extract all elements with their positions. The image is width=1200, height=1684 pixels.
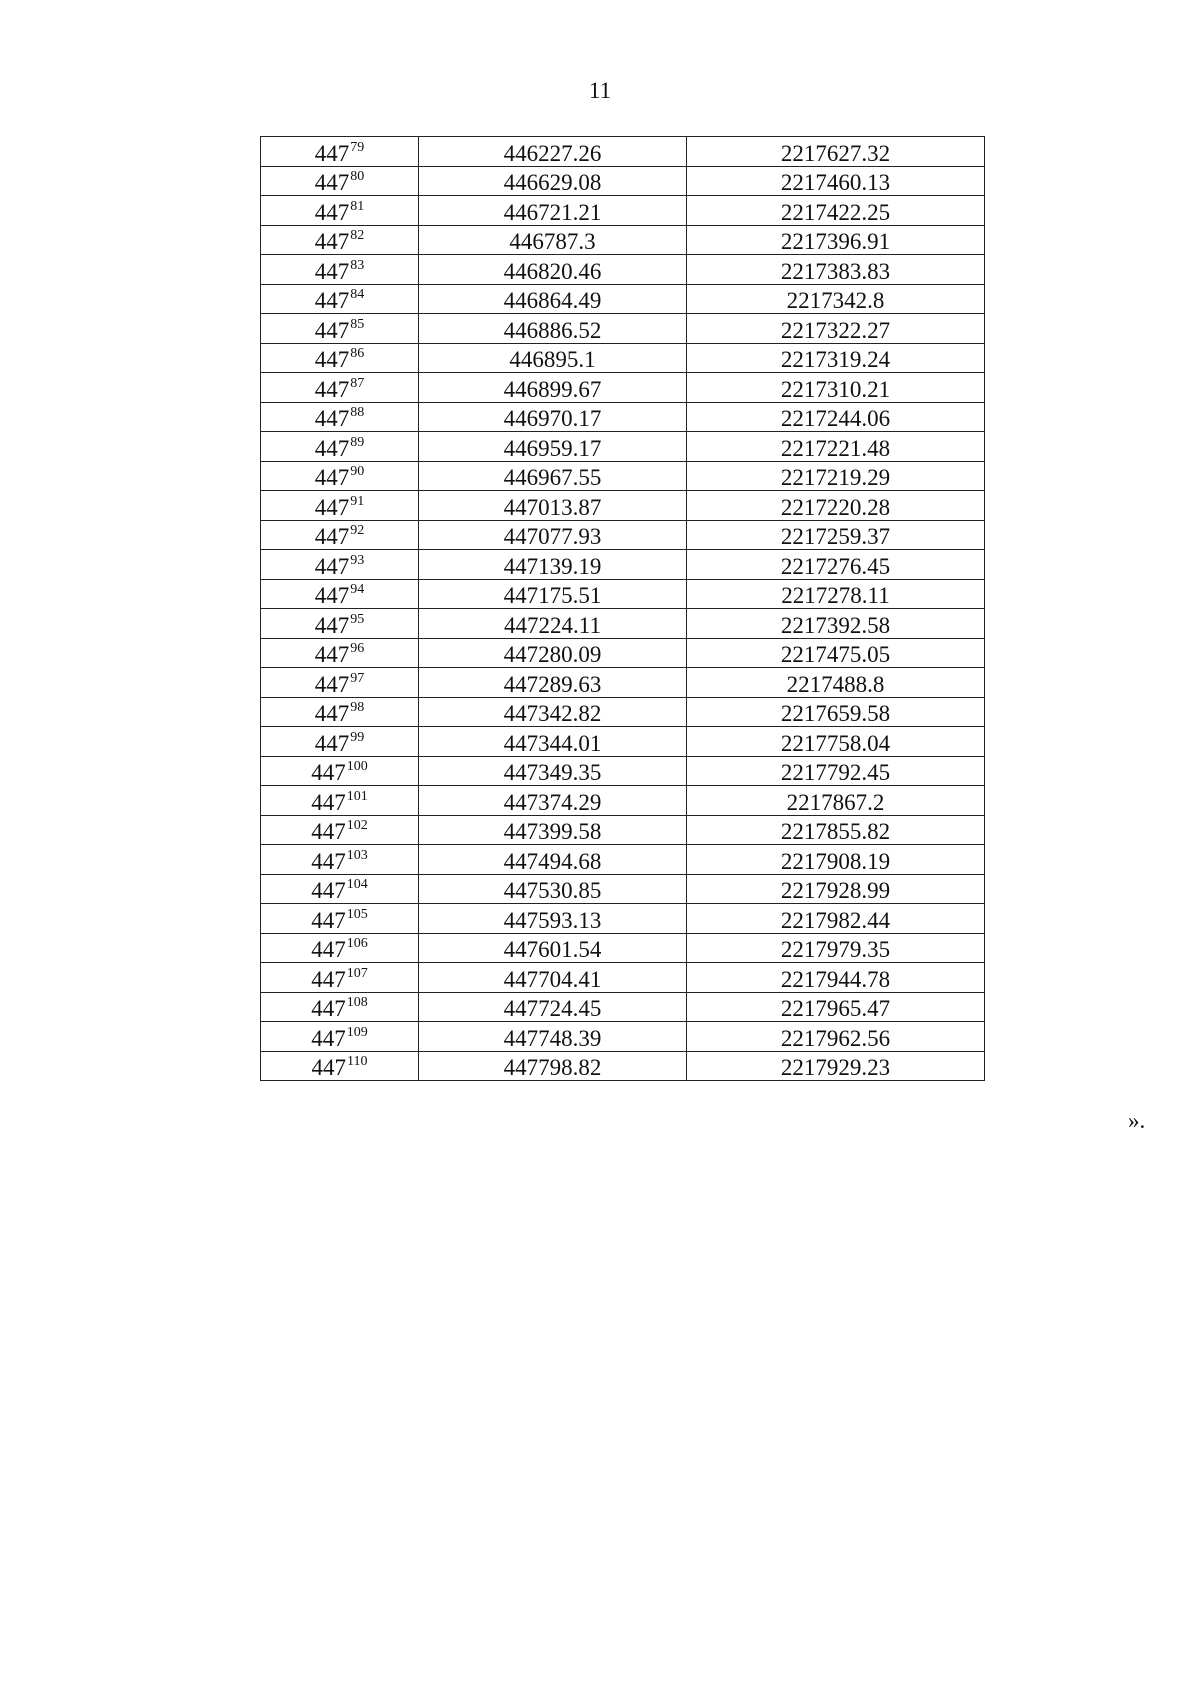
point-number-superscript: 103 [346, 847, 368, 863]
table-row [261, 373, 985, 403]
point-number-cell [261, 697, 419, 727]
table-row [261, 225, 985, 255]
table-row [261, 1022, 985, 1052]
point-number-superscript: 105 [346, 906, 368, 922]
point-number-base: 447 [311, 937, 346, 962]
point-number-cell [261, 786, 419, 816]
point-number-superscript: 95 [350, 611, 365, 627]
point-number-cell [261, 904, 419, 934]
point-number-superscript: 109 [346, 1024, 368, 1040]
table-row [261, 137, 985, 167]
table-row [261, 756, 985, 786]
table-row [261, 786, 985, 816]
x-coordinate-cell: 447748.39 [419, 1022, 687, 1052]
point-number-base: 447 [314, 671, 350, 697]
point-number-cell [261, 668, 419, 698]
point-number-cell [261, 963, 419, 993]
y-coordinate-cell: 2217659.58 [687, 697, 985, 727]
y-coordinate-cell: 2217276.45 [687, 550, 985, 580]
x-coordinate-cell: 447530.85 [419, 874, 687, 904]
table-row [261, 815, 985, 845]
x-coordinate-cell: 446895.1 [419, 343, 687, 373]
point-number-base: 447 [314, 170, 350, 195]
x-coordinate-cell: 447601.54 [419, 933, 687, 963]
table-row [261, 1051, 985, 1081]
point-number-base: 447 [314, 199, 350, 225]
x-coordinate-cell: 447077.93 [419, 520, 687, 550]
point-number-superscript: 97 [350, 670, 365, 686]
point-number-cell [261, 638, 419, 668]
point-number-base: 447 [314, 288, 350, 313]
point-number-superscript: 91 [350, 493, 365, 509]
table-row [261, 697, 985, 727]
point-number-superscript: 101 [346, 788, 368, 804]
table-row [261, 963, 985, 993]
point-number-base: 447 [314, 612, 350, 638]
point-number-cell [261, 933, 419, 963]
y-coordinate-cell: 2217460.13 [687, 166, 985, 196]
y-coordinate-cell: 2217278.11 [687, 579, 985, 609]
table-row [261, 579, 985, 609]
point-number-cell [261, 609, 419, 639]
point-number-base: 447 [314, 347, 350, 372]
point-number-cell [261, 137, 419, 167]
x-coordinate-cell: 447374.29 [419, 786, 687, 816]
point-number-cell [261, 284, 419, 314]
point-number-base: 447 [311, 996, 346, 1021]
x-coordinate-cell: 447280.09 [419, 638, 687, 668]
table-row [261, 874, 985, 904]
y-coordinate-cell: 2217758.04 [687, 727, 985, 757]
point-number-base: 447 [314, 701, 350, 726]
table-row [261, 402, 985, 432]
y-coordinate-cell: 2217396.91 [687, 225, 985, 255]
y-coordinate-cell: 2217422.25 [687, 196, 985, 226]
x-coordinate-cell: 447013.87 [419, 491, 687, 521]
x-coordinate-cell: 446886.52 [419, 314, 687, 344]
x-coordinate-cell: 447289.63 [419, 668, 687, 698]
point-number-superscript: 85 [350, 316, 365, 332]
point-number-base: 447 [314, 583, 350, 608]
point-number-cell [261, 196, 419, 226]
point-number-base: 447 [311, 878, 346, 903]
point-number-superscript: 87 [350, 375, 365, 391]
x-coordinate-cell: 447798.82 [419, 1051, 687, 1081]
y-coordinate-cell: 2217319.24 [687, 343, 985, 373]
point-number-superscript: 81 [350, 198, 365, 214]
table-row [261, 845, 985, 875]
point-number-superscript: 98 [350, 700, 365, 715]
x-coordinate-cell: 447224.11 [419, 609, 687, 639]
table-row [261, 343, 985, 373]
point-number-base: 447 [311, 789, 346, 815]
point-number-cell [261, 166, 419, 196]
point-number-superscript: 82 [350, 228, 365, 243]
x-coordinate-cell: 447399.58 [419, 815, 687, 845]
x-coordinate-cell: 446864.49 [419, 284, 687, 314]
table-row [261, 727, 985, 757]
table-row [261, 461, 985, 491]
table-row [261, 284, 985, 314]
y-coordinate-cell: 2217627.32 [687, 137, 985, 167]
y-coordinate-cell: 2217221.48 [687, 432, 985, 462]
y-coordinate-cell: 2217928.99 [687, 874, 985, 904]
point-number-superscript: 108 [346, 995, 368, 1010]
page-number: 11 [588, 78, 612, 103]
y-coordinate-cell: 2217792.45 [687, 756, 985, 786]
x-coordinate-cell: 447704.41 [419, 963, 687, 993]
point-number-superscript: 79 [350, 139, 365, 155]
x-coordinate-cell: 446721.21 [419, 196, 687, 226]
point-number-superscript: 84 [350, 287, 365, 302]
x-coordinate-cell: 447593.13 [419, 904, 687, 934]
point-number-cell [261, 314, 419, 344]
point-number-superscript: 80 [350, 169, 365, 184]
point-number-cell [261, 550, 419, 580]
x-coordinate-cell: 447139.19 [419, 550, 687, 580]
y-coordinate-cell: 2217310.21 [687, 373, 985, 403]
point-number-cell [261, 343, 419, 373]
x-coordinate-cell: 447494.68 [419, 845, 687, 875]
table-row [261, 314, 985, 344]
point-number-superscript: 99 [350, 729, 365, 745]
point-number-cell [261, 491, 419, 521]
point-number-base: 447 [311, 1025, 346, 1051]
table-row [261, 933, 985, 963]
x-coordinate-cell: 447349.35 [419, 756, 687, 786]
x-coordinate-cell: 446959.17 [419, 432, 687, 462]
table-row [261, 432, 985, 462]
x-coordinate-cell: 446227.26 [419, 137, 687, 167]
y-coordinate-cell: 2217220.28 [687, 491, 985, 521]
x-coordinate-cell: 446967.55 [419, 461, 687, 491]
point-number-base: 447 [314, 553, 350, 579]
point-number-cell [261, 225, 419, 255]
point-number-cell [261, 815, 419, 845]
point-number-cell [261, 432, 419, 462]
y-coordinate-cell: 2217392.58 [687, 609, 985, 639]
point-number-base: 447 [314, 524, 350, 549]
point-number-superscript: 88 [350, 405, 365, 420]
table-row [261, 904, 985, 934]
point-number-cell [261, 756, 419, 786]
coordinates-table-body [261, 137, 985, 1081]
closing-quote: ». [1128, 1108, 1146, 1133]
y-coordinate-cell: 2217979.35 [687, 933, 985, 963]
point-number-cell [261, 255, 419, 285]
point-number-superscript: 107 [346, 965, 368, 981]
point-number-superscript: 90 [350, 464, 365, 479]
x-coordinate-cell: 447175.51 [419, 579, 687, 609]
x-coordinate-cell: 447342.82 [419, 697, 687, 727]
coordinates-table [260, 136, 985, 1081]
point-number-superscript: 92 [350, 523, 365, 538]
table-row [261, 609, 985, 639]
x-coordinate-cell: 446899.67 [419, 373, 687, 403]
table-row [261, 491, 985, 521]
y-coordinate-cell: 2217982.44 [687, 904, 985, 934]
point-number-base: 447 [314, 376, 350, 402]
point-number-superscript: 89 [350, 434, 365, 450]
table-row [261, 255, 985, 285]
table-row [261, 638, 985, 668]
point-number-superscript: 86 [350, 346, 365, 361]
point-number-base: 447 [314, 317, 350, 343]
point-number-superscript: 102 [346, 818, 368, 833]
y-coordinate-cell: 2217488.8 [687, 668, 985, 698]
point-number-superscript: 83 [350, 257, 365, 273]
point-number-base: 447 [314, 140, 350, 166]
point-number-cell [261, 727, 419, 757]
y-coordinate-cell: 2217383.83 [687, 255, 985, 285]
point-number-base: 447 [314, 494, 350, 520]
table-row [261, 520, 985, 550]
table-row [261, 668, 985, 698]
point-number-base: 447 [314, 730, 350, 756]
y-coordinate-cell: 2217944.78 [687, 963, 985, 993]
point-number-cell [261, 1022, 419, 1052]
y-coordinate-cell: 2217259.37 [687, 520, 985, 550]
point-number-base: 447 [311, 966, 346, 992]
point-number-cell [261, 579, 419, 609]
point-number-base: 447 [314, 258, 350, 284]
point-number-cell [261, 874, 419, 904]
point-number-cell [261, 1051, 419, 1081]
point-number-base: 447 [314, 406, 350, 431]
point-number-cell [261, 402, 419, 432]
y-coordinate-cell: 2217855.82 [687, 815, 985, 845]
point-number-superscript: 94 [350, 582, 365, 597]
point-number-cell [261, 992, 419, 1022]
point-number-base: 447 [311, 907, 346, 933]
point-number-superscript: 106 [346, 936, 368, 951]
y-coordinate-cell: 2217342.8 [687, 284, 985, 314]
x-coordinate-cell: 447724.45 [419, 992, 687, 1022]
point-number-cell [261, 520, 419, 550]
point-number-base: 447 [314, 435, 350, 461]
y-coordinate-cell: 2217965.47 [687, 992, 985, 1022]
y-coordinate-cell: 2217908.19 [687, 845, 985, 875]
point-number-superscript: 110 [347, 1054, 368, 1069]
point-number-superscript: 100 [346, 759, 368, 774]
point-number-base: 447 [314, 465, 350, 490]
point-number-base: 447 [311, 760, 346, 785]
point-number-cell [261, 845, 419, 875]
x-coordinate-cell: 446787.3 [419, 225, 687, 255]
y-coordinate-cell: 2217219.29 [687, 461, 985, 491]
point-number-base: 447 [314, 229, 350, 254]
table-row [261, 992, 985, 1022]
y-coordinate-cell: 2217929.23 [687, 1051, 985, 1081]
y-coordinate-cell: 2217962.56 [687, 1022, 985, 1052]
point-number-base: 447 [311, 1055, 346, 1080]
table-row [261, 166, 985, 196]
table-row [261, 550, 985, 580]
y-coordinate-cell: 2217867.2 [687, 786, 985, 816]
point-number-base: 447 [314, 642, 350, 667]
y-coordinate-cell: 2217322.27 [687, 314, 985, 344]
x-coordinate-cell: 447344.01 [419, 727, 687, 757]
point-number-superscript: 104 [346, 877, 368, 892]
table-row [261, 196, 985, 226]
point-number-superscript: 96 [350, 641, 365, 656]
point-number-cell [261, 461, 419, 491]
point-number-superscript: 93 [350, 552, 365, 568]
y-coordinate-cell: 2217475.05 [687, 638, 985, 668]
x-coordinate-cell: 446820.46 [419, 255, 687, 285]
y-coordinate-cell: 2217244.06 [687, 402, 985, 432]
x-coordinate-cell: 446629.08 [419, 166, 687, 196]
x-coordinate-cell: 446970.17 [419, 402, 687, 432]
point-number-base: 447 [311, 819, 346, 844]
point-number-base: 447 [311, 848, 346, 874]
point-number-cell [261, 373, 419, 403]
